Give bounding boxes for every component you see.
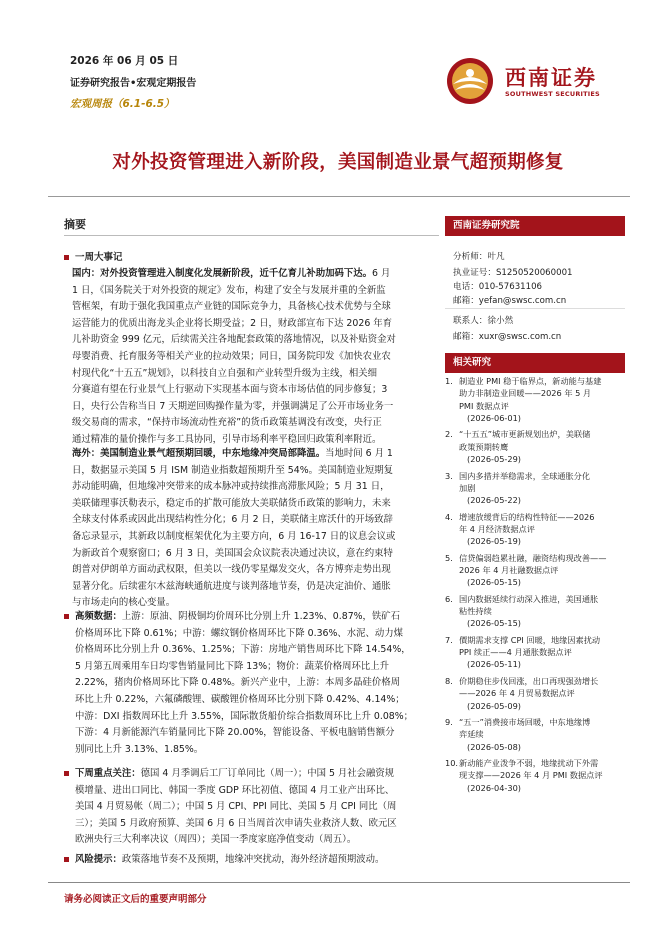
paragraph-line: 价格周环比分别上升 0.36%、1.25%；下游：房地产销售周环比下降 14.54%，: [75, 644, 411, 656]
paragraph-line: 通过精准的量价操作与多工具协同，引导市场利率平稳回归政策利率附近。: [72, 433, 382, 445]
bullet-icon: [64, 255, 69, 260]
analyst-email[interactable]: 邮箱：yefan@swsc.com.cn: [453, 296, 567, 306]
related-research-line: 助力非制造业回暖——2026 年 5 月: [459, 388, 592, 399]
paragraph-line: 美联储理事沃勒表示，稳定币的扩散可能放大美联储货币政策的影响力，未来: [72, 497, 391, 509]
paragraph-text: 6 月: [372, 268, 391, 279]
paragraph-text: 政策落地节奏不及预期，地缘冲突扰动，海外经济超预期波动。: [121, 854, 385, 865]
related-research-number: 5.: [445, 552, 453, 563]
bullet-icon: [64, 857, 69, 862]
section-heading-weekly-events: 一周大事记: [64, 249, 123, 263]
related-research-line: (2026-04-30): [467, 782, 521, 793]
abstract-heading: 摘要: [64, 218, 86, 231]
title-divider: [48, 196, 630, 197]
related-research-title: [459, 634, 625, 671]
paragraph-lead: 下周重点关注：: [75, 768, 141, 779]
analyst-name: 分析师：叶凡: [453, 252, 505, 262]
logo-name-cn: 西南证券: [505, 65, 597, 90]
related-research-line: (2026-05-22): [467, 495, 521, 506]
paragraph-lead: 海外：美国制造业景气超预期回暖，中东地缘冲突局部降温。: [72, 448, 326, 459]
related-research-number: 6.: [445, 593, 453, 604]
related-research-title: [459, 675, 625, 712]
related-research-line: 信贷偏弱趋累社融，融资结构现改善——: [459, 552, 607, 563]
related-research-line: 加剧: [459, 482, 476, 493]
related-research-line: 年 4 月经济数据点评: [459, 523, 535, 534]
bullet-icon: [64, 771, 69, 776]
paragraph-line: 2.22%，猪肉价格周环比下降 0.48%。新兴产业中，上游：本周多晶硅价格周: [75, 677, 401, 689]
report-title: 对外投资管理进入新阶段，美国制造业景气超预期修复: [112, 152, 564, 173]
bullet-icon: [64, 614, 69, 619]
related-research-line: 国内多措并举稳需求，全球通胀分化: [459, 470, 591, 481]
southwest-securities-logo-icon: [445, 56, 495, 106]
related-research-line: PMI 数据点评: [459, 400, 509, 411]
related-research-line: (2026-05-08): [467, 741, 521, 752]
related-research-number: 7.: [445, 634, 453, 645]
related-research-line: ——2026 年 4 月贸易数据点评: [459, 688, 575, 699]
related-research-title: [459, 552, 625, 589]
paragraph-line: [72, 446, 440, 463]
paragraph-lead: 国内：对外投资管理进入制度化发展新阶段，近千亿育儿补助加码下达。: [72, 268, 373, 279]
related-research-title: [459, 716, 625, 753]
paragraph-line: 村现代化“十五五”规划》，以科技自立自强和产业转型升级为主线，相关细: [72, 367, 378, 379]
paragraph-line: 下游：4 月新能源汽车销量同比下降 20.00%，智能设备、平板电脑销售额分: [75, 727, 395, 739]
paragraph-line: 日，数据显示美国 5 月 ISM 制造业指数超预期升至 54%。美国制造业短期复: [72, 464, 394, 476]
paragraph-line: 中游：DXI 指数周环比上升 3.55%，国际散货船价综合指数周环比上升 0.08%；: [75, 710, 414, 722]
related-research-title: [459, 593, 625, 630]
paragraph-line: 管框架，有助于强化我国重点产业链的国际竞争力，具备核心技术优势与全球: [72, 301, 391, 313]
related-research-line: 新动能产业泼争不弱，地缘扰动下外需: [459, 758, 599, 769]
sidebar-divider: [445, 308, 625, 309]
related-research-number: 10.: [445, 758, 459, 769]
paragraph-line: 别同比上升 3.13%、1.85%。: [75, 743, 204, 755]
paragraph-line: [64, 609, 440, 626]
paragraph-line: 全球支付体系或因此出现结构性分化；6 月 2 日，美联储主席沃什的开场致辞: [72, 514, 393, 526]
paragraph-line: 1 日，《国务院关于对外投资的规定》发布，构建了安全与发展并重的全新监: [72, 284, 386, 296]
paragraph-line: 分赛道有望在行业景气上行驱动下实现基本面与资本市场估值的同步修复；3: [72, 384, 388, 396]
paragraph-line: 与市场走向的核心变量。: [72, 597, 176, 609]
contact-person: 联系人：徐小然: [453, 316, 514, 326]
related-research-number: 1.: [445, 376, 453, 386]
related-research-line: 现支撑——2026 年 4 月 PMI 数据点评: [459, 770, 603, 781]
report-weekly-range: 宏观周报（6.1-6.5）: [70, 98, 175, 110]
related-research-number: 4.: [445, 511, 453, 522]
paragraph-line: 5 月第五周乘用车日均零售销量同比下降 13%；物价：蔬菜价格周环比上升: [75, 660, 390, 672]
related-research-line: 弈延续: [459, 729, 484, 740]
contact-email[interactable]: 邮箱：xuxr@swsc.com.cn: [453, 332, 562, 342]
high-frequency-data-paragraph: [64, 609, 440, 758]
paragraph-line: 三）；美国 5 月政府预算、美国 6 月 6 日当周首次申请失业救济人数、欧元区: [75, 817, 397, 829]
analyst-sidebar: [445, 216, 625, 342]
paragraph-line: 级交易商的需求，“保持市场流动性充裕”的货币政策基调没有改变，央行正: [72, 417, 382, 429]
paragraph-line: 日，央行公告称当日 7 天期逆回购操作量为零，并强调满足了公开市场业务一: [72, 400, 394, 412]
abstract-divider: [64, 235, 439, 236]
paragraph-line: 苏动能明确，但地缘冲突带来的成本脉冲或持续推高滞胀风险；5 月 31 日，: [72, 481, 390, 493]
paragraph-line: 母婴消费、托育服务等相关产业的拉动效果；同日，国务院印发《加快农业农: [72, 350, 391, 362]
paragraph-line: 朗普对伊朗单方面动武权限，但美以一线仍零星爆发交火，各方博弈走势出现: [72, 564, 391, 576]
related-research-line: (2026-05-09): [467, 700, 521, 711]
paragraph-line: 欧洲央行三大利率决议（周四）；美国一季度家庭净值变动（周五）。: [75, 834, 357, 846]
related-research-number: 9.: [445, 717, 453, 728]
related-research-line: 价期稳住步伐回涨，出口再现强劲增长: [459, 676, 599, 686]
paragraph-text: 当地时间 6 月 1: [325, 448, 393, 459]
related-research-line: 粘性持续: [459, 606, 492, 617]
overseas-paragraph: [72, 446, 440, 612]
related-research-line: 国内数据延续行动深入推进，美国通胀: [459, 593, 599, 604]
paragraph-line: 运营能力的优质出海龙头企业将长期受益；2 日，财政部宣布下达 2026 年育: [72, 317, 393, 329]
footer-divider: [48, 882, 630, 883]
related-research-title: [459, 375, 625, 424]
related-research-line: “十五五”城市更新规划出炉，美联储: [459, 429, 591, 440]
related-research-line: 增速放缓背后的结构性特征——2026: [459, 511, 595, 522]
related-research-line: 制造业 PMI 稳于临界点，新动能与基建: [459, 376, 602, 386]
paragraph-line: 美国 4 月贸易帐（周二）；中国 5 月 CPI、PPI 同比、美国 5 月 CPI 同比（周: [75, 801, 397, 813]
related-research-line: 2026 年 4 月社融数据点评: [459, 564, 559, 575]
paragraph-line: 儿补助资金 999 亿元，后续需关注各地配套政策的落地情况，以及补贴资金对: [72, 334, 396, 346]
related-research-line: (2026-05-15): [467, 618, 521, 629]
paragraph-line: [64, 766, 440, 783]
related-research-title: [459, 757, 625, 794]
paragraph-text: 上游：原油、阴极铜均价周环比分别上升 1.23%、0.87%，铁矿石: [121, 611, 401, 622]
paragraph-line: 为新政首个观察窗口；6 月 3 日，美国国会众议院表决通过决议，意在约束特: [72, 547, 393, 559]
related-research-number: 2.: [445, 429, 453, 440]
related-research-line: (2026-05-29): [467, 453, 521, 464]
paragraph-line: 环比上升 0.22%，六氟磷酸锂、碳酸锂价格周环比分别下降 0.42%、4.14%；: [75, 693, 405, 705]
paragraph-line: [64, 852, 440, 869]
paragraph-lead: 高频数据：: [75, 611, 122, 622]
paragraph-line: 模增量、进出口同比、韩国一季度 GDP 环比初值、德国 4 月工业产出环比、: [75, 784, 395, 796]
related-research-header: 相关研究: [445, 353, 625, 373]
related-research-line: (2026-06-01): [467, 412, 521, 423]
footer-disclaimer: 请务必阅读正文后的重要声明部分: [64, 894, 207, 905]
company-logo: [445, 56, 620, 106]
related-research-line: (2026-05-15): [467, 577, 521, 588]
paragraph-text: 德国 4 月季调后工厂订单同比（周一）；中国 5 月社会融资规: [140, 768, 395, 779]
analyst-phone: 电话：010-57631106: [453, 282, 543, 292]
domestic-paragraph: [72, 266, 440, 449]
abstract-column: [64, 216, 440, 865]
related-research-title: [459, 470, 625, 507]
analyst-license: 执业证号：S1250520060001: [453, 268, 573, 278]
report-type: 证券研究报告•宏观定期报告: [70, 78, 197, 89]
related-research-number: 3.: [445, 470, 453, 481]
research-institute-header: 西南证券研究院: [445, 216, 625, 236]
paragraph-line: 备忘录显示，其新政以制度框架优化为主要方向，6 月 16-17 日的议息会议或: [72, 530, 396, 542]
related-research-title: [459, 428, 625, 465]
related-research-line: 價期需求支撑 CPI 回暖，地缘因素扰动: [459, 634, 601, 645]
related-research-line: (2026-05-11): [467, 659, 521, 670]
related-research-line: “五一”消费接市场回暖，中东地缘博: [459, 717, 591, 728]
next-week-focus-paragraph: [64, 766, 440, 849]
related-research-line: (2026-05-19): [467, 536, 521, 547]
related-research-number: 8.: [445, 676, 453, 686]
related-research-line: 政策预期转鹰: [459, 441, 509, 452]
risk-warning-paragraph: [64, 852, 440, 869]
related-research-line: PPI 续正——4 月通胀数据点评: [459, 647, 572, 658]
paragraph-lead: 风险提示：: [75, 854, 122, 865]
paragraph-line: [72, 266, 440, 283]
paragraph-line: 价格周环比下降 0.61%；中游：螺纹钢价格周环比下降 0.36%、水泥、动力煤: [75, 627, 404, 639]
related-research-title: [459, 511, 625, 548]
report-date: 2026 年 06 月 05 日: [70, 55, 179, 67]
paragraph-line: 显著分化。后续霍尔木兹海峡通航进度与谈判落地节奏，仍是决定油价、通胀: [72, 580, 391, 592]
logo-name-en: SOUTHWEST SECURITIES: [505, 90, 600, 98]
